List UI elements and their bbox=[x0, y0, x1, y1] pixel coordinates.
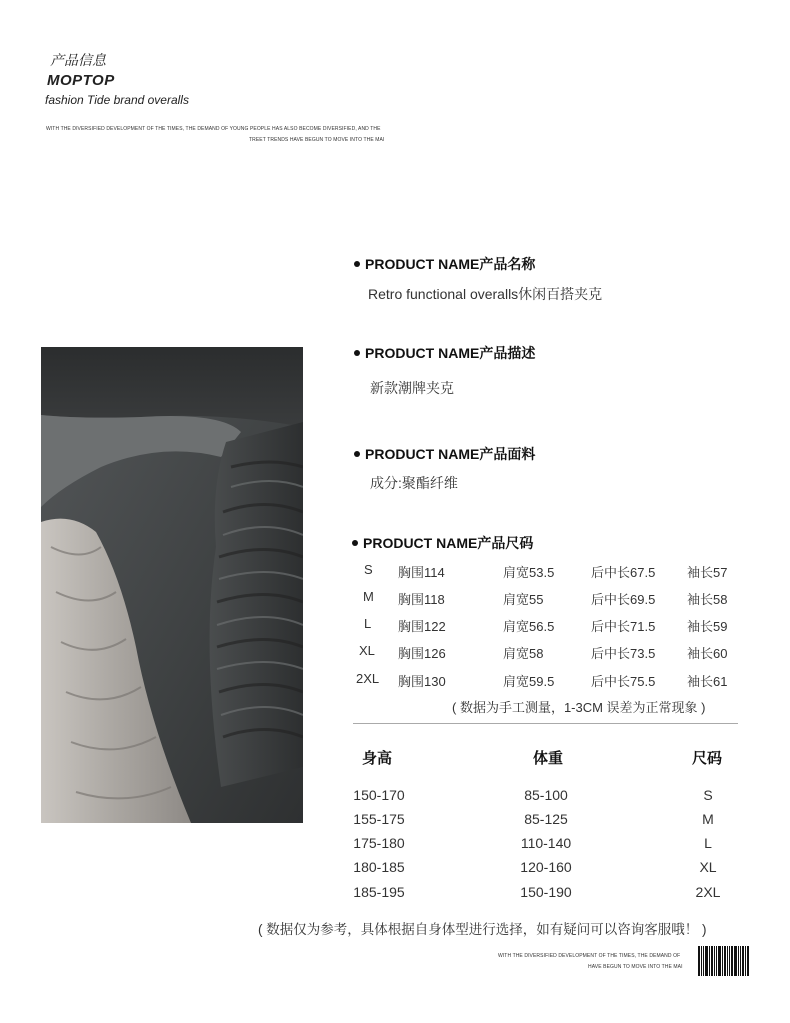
product-description-text: 新款潮牌夹克 bbox=[370, 380, 454, 396]
back-length-value: 后中长75.5 bbox=[591, 674, 656, 689]
cell-height: 150-170 bbox=[353, 787, 405, 803]
shoulder-value: 肩宽59.5 bbox=[503, 674, 555, 689]
header-title-cn: 产品信息 bbox=[50, 52, 106, 68]
jacket-cuff-illustration bbox=[41, 347, 303, 823]
product-name-text: Retro functional overalls休闲百搭夹克 bbox=[368, 286, 603, 302]
footer-tagline-1: WITH THE DIVERSIFIED DEVELOPMENT OF THE TIMES, THE DEMAND OF bbox=[498, 953, 681, 959]
chest-value: 胸围118 bbox=[398, 592, 445, 607]
shoulder-value: 肩宽56.5 bbox=[503, 619, 555, 634]
size-row bbox=[354, 616, 744, 636]
sleeve-value: 袖长58 bbox=[687, 592, 728, 607]
bullet-icon bbox=[352, 540, 358, 546]
cell-weight: 110-140 bbox=[520, 835, 572, 851]
header-tagline-1: WITH THE DIVERSIFIED DEVELOPMENT OF THE TIMES, THE DEMAND OF YOUNG PEOPLE HAS ALSO BECOME DIVERSIFIED, AND THE bbox=[46, 126, 381, 132]
cell-weight: 120-160 bbox=[520, 859, 572, 875]
size-label: S bbox=[364, 562, 373, 577]
size-label: M bbox=[363, 589, 374, 604]
back-length-value: 后中长67.5 bbox=[591, 565, 656, 580]
cell-size: XL bbox=[699, 859, 717, 875]
cell-height: 180-185 bbox=[353, 859, 405, 875]
cell-size: 2XL bbox=[695, 884, 721, 900]
chest-value: 胸围114 bbox=[398, 565, 445, 580]
bullet-icon bbox=[354, 350, 360, 356]
size-label: 2XL bbox=[356, 671, 380, 686]
shoulder-value: 肩宽55 bbox=[503, 592, 544, 607]
product-fabric-text: 成分:聚酯纤维 bbox=[370, 475, 458, 491]
header-height: 身高 bbox=[362, 750, 393, 767]
cell-size: M bbox=[702, 811, 714, 827]
section-title-description: PRODUCT NAME产品描述 bbox=[354, 343, 535, 363]
barcode-icon bbox=[698, 946, 754, 976]
back-length-value: 后中长71.5 bbox=[591, 619, 656, 634]
section-title-fabric: PRODUCT NAME产品面料 bbox=[354, 444, 535, 464]
header-tagline-2: TREET TRENDS HAVE BEGUN TO MOVE INTO THE MAI bbox=[249, 137, 385, 143]
cell-size: L bbox=[704, 835, 712, 851]
chest-value: 胸围126 bbox=[398, 646, 446, 661]
size-row bbox=[354, 671, 744, 691]
size-label: XL bbox=[359, 643, 375, 658]
size-note: ( 数据为手工测量，1-3CM 误差为正常现象 ) bbox=[452, 700, 706, 715]
size-row bbox=[354, 589, 744, 609]
back-length-value: 后中长69.5 bbox=[591, 592, 656, 607]
sleeve-value: 袖长60 bbox=[687, 646, 728, 661]
product-photo bbox=[41, 347, 303, 823]
header-subtitle: fashion Tide brand overalls bbox=[45, 93, 189, 107]
cell-weight: 85-100 bbox=[524, 787, 568, 803]
header-size: 尺码 bbox=[692, 750, 723, 767]
section-title-name: PRODUCT NAME产品名称 bbox=[354, 254, 535, 274]
shoulder-value: 肩宽58 bbox=[503, 646, 544, 661]
shoulder-value: 肩宽53.5 bbox=[503, 565, 555, 580]
bullet-icon bbox=[354, 261, 360, 267]
cell-height: 155-175 bbox=[353, 811, 405, 827]
cell-weight: 150-190 bbox=[520, 884, 572, 900]
cell-height: 175-180 bbox=[353, 835, 405, 851]
chest-value: 胸围122 bbox=[398, 619, 446, 634]
footer-tagline-2: HAVE BEGUN TO MOVE INTO THE MAI bbox=[588, 964, 683, 970]
divider bbox=[353, 723, 738, 724]
cell-weight: 85-125 bbox=[524, 811, 568, 827]
cell-height: 185-195 bbox=[353, 884, 405, 900]
size-label: L bbox=[364, 616, 372, 631]
chest-value: 胸围130 bbox=[398, 674, 446, 689]
sleeve-value: 袖长57 bbox=[687, 565, 728, 580]
bullet-icon bbox=[354, 451, 360, 457]
section-title-size: PRODUCT NAME产品尺码 bbox=[352, 533, 533, 553]
sleeve-value: 袖长61 bbox=[687, 674, 728, 689]
back-length-value: 后中长73.5 bbox=[591, 646, 656, 661]
footer-note: ( 数据仅为参考，具体根据自身体型进行选择，如有疑问可以咨询客服哦！ ) bbox=[258, 922, 707, 937]
brand-name: MOPTOP bbox=[47, 72, 115, 89]
sleeve-value: 袖长59 bbox=[687, 619, 728, 634]
size-row bbox=[354, 643, 744, 663]
size-row bbox=[354, 562, 744, 582]
cell-size: S bbox=[703, 787, 713, 803]
header-weight: 体重 bbox=[533, 750, 564, 767]
